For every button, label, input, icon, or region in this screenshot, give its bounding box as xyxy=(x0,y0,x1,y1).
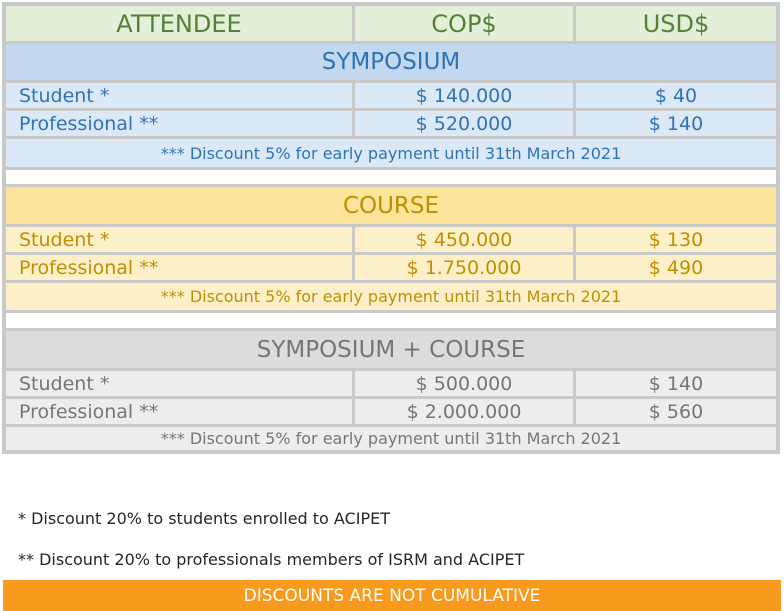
cop-cell: $ 450.000 xyxy=(355,227,573,252)
course-title-row xyxy=(2,187,780,224)
spacer xyxy=(6,170,776,184)
combo-title-row xyxy=(2,331,780,368)
cop-cell: $ 1.750.000 xyxy=(355,255,573,280)
usd-cell: $ 140 xyxy=(576,111,776,136)
header-usd: USD$ xyxy=(576,6,776,41)
combo-note: *** Discount 5% for early payment until 31th March 2021 xyxy=(6,427,776,450)
usd-cell: $ 40 xyxy=(576,83,776,108)
course-title: COURSE xyxy=(6,187,776,224)
table-row xyxy=(2,371,780,396)
header-attendee: ATTENDEE xyxy=(6,6,352,41)
non-cumulative-banner: DISCOUNTS ARE NOT CUMULATIVE xyxy=(3,580,781,611)
usd-cell: $ 560 xyxy=(576,399,776,424)
table-row xyxy=(2,227,780,252)
spacer-row xyxy=(2,170,780,184)
attendee-cell: Professional ** xyxy=(6,255,352,280)
usd-cell: $ 130 xyxy=(576,227,776,252)
table-row xyxy=(2,255,780,280)
cop-cell: $ 2.000.000 xyxy=(355,399,573,424)
table-header xyxy=(2,6,780,41)
table-row xyxy=(2,111,780,136)
attendee-cell: Student * xyxy=(6,83,352,108)
header-cop: COP$ xyxy=(355,6,573,41)
cop-cell: $ 520.000 xyxy=(355,111,573,136)
usd-cell: $ 490 xyxy=(576,255,776,280)
attendee-cell: Professional ** xyxy=(6,399,352,424)
attendee-cell: Professional ** xyxy=(6,111,352,136)
symposium-title: SYMPOSIUM xyxy=(6,44,776,80)
footnote-professional: ** Discount 20% to professionals members of ISRM and ACIPET xyxy=(18,550,525,569)
combo-title: SYMPOSIUM + COURSE xyxy=(6,331,776,368)
combo-note-row xyxy=(2,427,780,450)
course-note: *** Discount 5% for early payment until 31th March 2021 xyxy=(6,283,776,310)
cop-cell: $ 500.000 xyxy=(355,371,573,396)
usd-cell: $ 140 xyxy=(576,371,776,396)
attendee-cell: Student * xyxy=(6,371,352,396)
symposium-title-row xyxy=(2,44,780,80)
pricing-table xyxy=(2,2,780,454)
cop-cell: $ 140.000 xyxy=(355,83,573,108)
table-row xyxy=(2,83,780,108)
attendee-cell: Student * xyxy=(6,227,352,252)
spacer-row xyxy=(2,313,780,328)
symposium-note-row xyxy=(2,139,780,167)
table-row xyxy=(2,399,780,424)
symposium-note: *** Discount 5% for early payment until 31th March 2021 xyxy=(6,139,776,167)
spacer xyxy=(6,313,776,328)
course-note-row xyxy=(2,283,780,310)
footnote-student: * Discount 20% to students enrolled to ACIPET xyxy=(18,509,391,528)
